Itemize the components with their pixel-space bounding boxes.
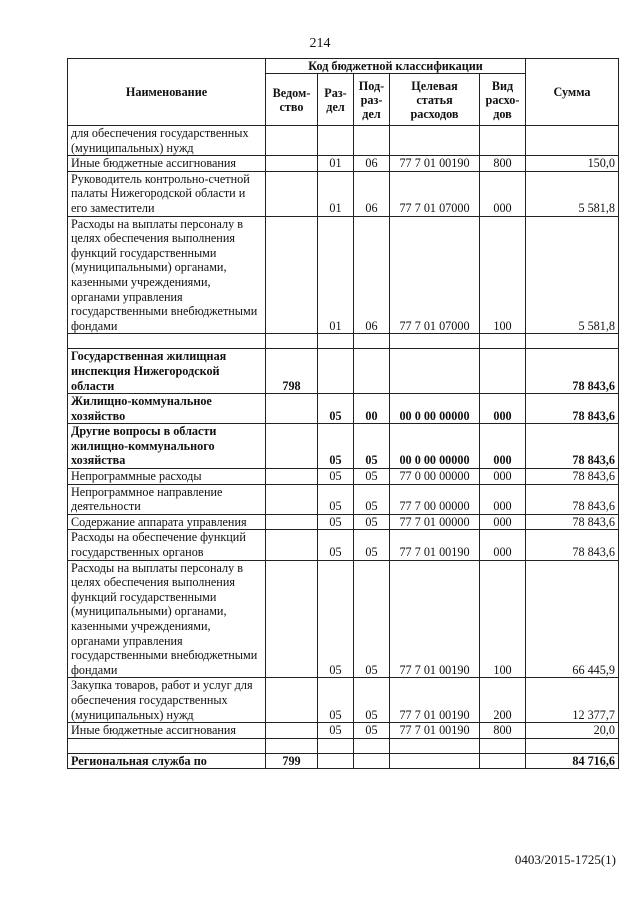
cell-summa: 78 843,6	[526, 514, 619, 530]
cell-podrazdel: 05	[354, 484, 390, 514]
cell-vedomstvo	[266, 514, 318, 530]
cell-tselevaya	[390, 753, 480, 769]
cell-podrazdel	[354, 349, 390, 394]
table-header	[68, 59, 619, 126]
cell-podrazdel: 06	[354, 216, 390, 334]
cell-name: Руководитель контрольно-счетной палаты Нижегородской области и его заместители	[68, 171, 266, 216]
cell-name	[68, 334, 266, 349]
cell-vedomstvo	[266, 156, 318, 172]
cell-name: Иные бюджетные ассигнования	[68, 723, 266, 739]
cell-podrazdel	[354, 753, 390, 769]
cell-vid	[480, 753, 526, 769]
cell-podrazdel: 05	[354, 560, 390, 678]
cell-summa: 78 843,6	[526, 530, 619, 560]
table-row	[68, 216, 619, 334]
cell-razdel: 05	[318, 484, 354, 514]
cell-vid	[480, 349, 526, 394]
cell-razdel: 05	[318, 678, 354, 723]
table-row	[68, 723, 619, 739]
header-podrazdel: Под-раз-дел	[354, 74, 390, 126]
cell-tselevaya: 00 0 00 00000	[390, 424, 480, 469]
cell-vedomstvo	[266, 126, 318, 156]
cell-razdel	[318, 738, 354, 753]
table-row	[68, 678, 619, 723]
cell-vid: 000	[480, 530, 526, 560]
cell-razdel	[318, 334, 354, 349]
cell-vedomstvo	[266, 723, 318, 739]
cell-vid: 000	[480, 469, 526, 485]
table-body	[68, 126, 619, 769]
cell-podrazdel: 05	[354, 469, 390, 485]
cell-vid: 000	[480, 424, 526, 469]
cell-vedomstvo	[266, 560, 318, 678]
cell-vedomstvo: 798	[266, 349, 318, 394]
cell-tselevaya	[390, 738, 480, 753]
cell-podrazdel: 05	[354, 723, 390, 739]
cell-tselevaya: 77 7 01 00190	[390, 560, 480, 678]
cell-podrazdel	[354, 126, 390, 156]
document-code: 0403/2015-1725(1)	[514, 852, 616, 867]
cell-summa: 84 716,6	[526, 753, 619, 769]
cell-tselevaya: 77 7 01 07000	[390, 171, 480, 216]
cell-razdel: 01	[318, 171, 354, 216]
cell-name: для обеспечения государственных (муниципальных) нужд	[68, 126, 266, 156]
cell-name: Региональная служба по	[68, 753, 266, 769]
table-row	[68, 469, 619, 485]
cell-podrazdel: 00	[354, 394, 390, 424]
header-vedomstvo: Ведом-ство	[266, 74, 318, 126]
cell-razdel: 05	[318, 469, 354, 485]
table-row	[68, 171, 619, 216]
cell-razdel	[318, 126, 354, 156]
cell-summa: 5 581,8	[526, 171, 619, 216]
cell-summa: 20,0	[526, 723, 619, 739]
cell-summa: 12 377,7	[526, 678, 619, 723]
cell-podrazdel: 06	[354, 156, 390, 172]
cell-tselevaya: 77 7 00 00000	[390, 484, 480, 514]
cell-vid: 200	[480, 678, 526, 723]
cell-name: Расходы на обеспечение функций государственных органов	[68, 530, 266, 560]
cell-vedomstvo	[266, 171, 318, 216]
cell-name: Жилищно-коммунальное хозяйство	[68, 394, 266, 424]
cell-razdel: 01	[318, 156, 354, 172]
table-row	[68, 530, 619, 560]
cell-name	[68, 738, 266, 753]
cell-vid: 000	[480, 394, 526, 424]
cell-vid: 100	[480, 216, 526, 334]
cell-tselevaya	[390, 349, 480, 394]
cell-vedomstvo	[266, 530, 318, 560]
cell-razdel: 05	[318, 723, 354, 739]
cell-razdel: 05	[318, 424, 354, 469]
cell-name: Непрограммное направление деятельности	[68, 484, 266, 514]
cell-vid	[480, 334, 526, 349]
cell-name: Закупка товаров, работ и услуг для обеспечения государственных (муниципальных) нужд	[68, 678, 266, 723]
cell-name: Расходы на выплаты персоналу в целях обеспечения выполнения функций государственными (муниципальными) органами, казенными учреждениями, органами управления государственными внебюджетными фондами	[68, 216, 266, 334]
cell-vedomstvo	[266, 678, 318, 723]
cell-podrazdel: 05	[354, 530, 390, 560]
page-number: 214	[309, 36, 331, 51]
table-row	[68, 753, 619, 769]
cell-summa: 5 581,8	[526, 216, 619, 334]
cell-name: Непрограммные расходы	[68, 469, 266, 485]
cell-summa	[526, 334, 619, 349]
cell-tselevaya: 77 0 00 00000	[390, 469, 480, 485]
cell-tselevaya: 77 7 01 00190	[390, 530, 480, 560]
header-tselevaya: Целевая статья расходов	[390, 74, 480, 126]
cell-vedomstvo	[266, 484, 318, 514]
cell-name: Расходы на выплаты персоналу в целях обеспечения выполнения функций государственными (муниципальными) органами, казенными учреждениями, органами управления государственными внебюджетными фондами	[68, 560, 266, 678]
cell-vid	[480, 126, 526, 156]
cell-name: Содержание аппарата управления	[68, 514, 266, 530]
cell-tselevaya: 77 7 01 00190	[390, 156, 480, 172]
cell-tselevaya: 77 7 01 07000	[390, 216, 480, 334]
table-row	[68, 514, 619, 530]
cell-vedomstvo	[266, 424, 318, 469]
cell-vid: 800	[480, 723, 526, 739]
budget-table	[67, 58, 619, 769]
cell-summa: 150,0	[526, 156, 619, 172]
table-row	[68, 126, 619, 156]
cell-podrazdel	[354, 738, 390, 753]
cell-razdel: 05	[318, 560, 354, 678]
cell-razdel: 05	[318, 530, 354, 560]
table-row	[68, 334, 619, 349]
table-row	[68, 424, 619, 469]
cell-vedomstvo	[266, 394, 318, 424]
cell-summa: 66 445,9	[526, 560, 619, 678]
header-summa: Сумма	[526, 59, 619, 126]
cell-podrazdel	[354, 334, 390, 349]
cell-tselevaya	[390, 126, 480, 156]
cell-razdel: 01	[318, 216, 354, 334]
cell-podrazdel: 06	[354, 171, 390, 216]
cell-summa	[526, 738, 619, 753]
cell-tselevaya: 77 7 01 00190	[390, 678, 480, 723]
header-name: Наименование	[68, 59, 266, 126]
cell-summa: 78 843,6	[526, 349, 619, 394]
header-vid: Вид расхо-дов	[480, 74, 526, 126]
cell-razdel	[318, 753, 354, 769]
cell-vedomstvo	[266, 469, 318, 485]
cell-vedomstvo	[266, 334, 318, 349]
cell-vid: 800	[480, 156, 526, 172]
cell-vedomstvo	[266, 738, 318, 753]
cell-vid	[480, 738, 526, 753]
table-row	[68, 394, 619, 424]
cell-vedomstvo: 799	[266, 753, 318, 769]
header-group: Код бюджетной классификации	[266, 59, 526, 74]
table-row	[68, 484, 619, 514]
cell-summa	[526, 126, 619, 156]
cell-podrazdel: 05	[354, 514, 390, 530]
cell-podrazdel: 05	[354, 678, 390, 723]
cell-vid: 000	[480, 484, 526, 514]
table-row	[68, 738, 619, 753]
table-row	[68, 349, 619, 394]
cell-razdel	[318, 349, 354, 394]
cell-tselevaya: 00 0 00 00000	[390, 394, 480, 424]
cell-vedomstvo	[266, 216, 318, 334]
cell-name: Другие вопросы в области жилищно-коммунального хозяйства	[68, 424, 266, 469]
cell-razdel: 05	[318, 394, 354, 424]
cell-summa: 78 843,6	[526, 424, 619, 469]
cell-vid: 000	[480, 171, 526, 216]
cell-name: Государственная жилищная инспекция Нижегородской области	[68, 349, 266, 394]
cell-tselevaya: 77 7 01 00190	[390, 723, 480, 739]
header-razdel: Раз-дел	[318, 74, 354, 126]
cell-summa: 78 843,6	[526, 394, 619, 424]
cell-summa: 78 843,6	[526, 469, 619, 485]
cell-name: Иные бюджетные ассигнования	[68, 156, 266, 172]
cell-vid: 000	[480, 514, 526, 530]
cell-tselevaya	[390, 334, 480, 349]
table-row	[68, 560, 619, 678]
cell-summa: 78 843,6	[526, 484, 619, 514]
cell-tselevaya: 77 7 01 00000	[390, 514, 480, 530]
cell-vid: 100	[480, 560, 526, 678]
table-row	[68, 156, 619, 172]
cell-razdel: 05	[318, 514, 354, 530]
cell-podrazdel: 05	[354, 424, 390, 469]
